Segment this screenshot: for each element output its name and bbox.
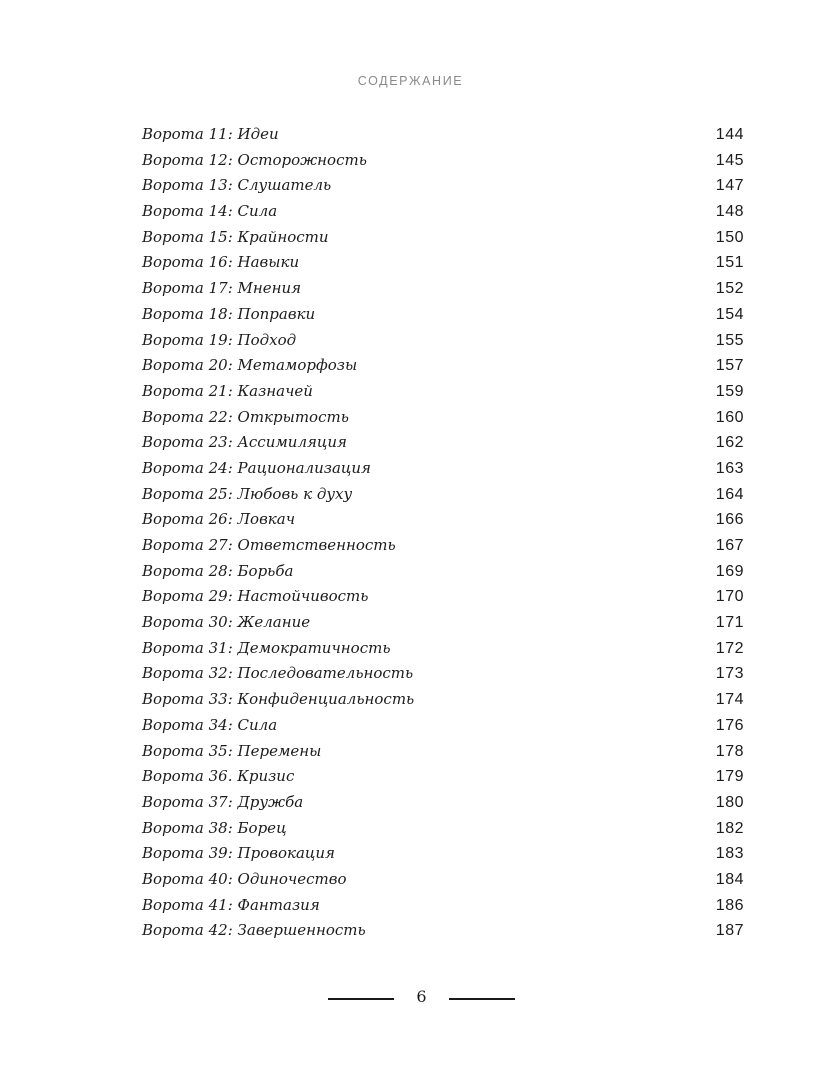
toc-entry bbox=[142, 148, 744, 174]
toc-entry bbox=[142, 199, 744, 225]
toc-entry bbox=[142, 122, 744, 148]
toc-entry-page-number: 169 bbox=[715, 562, 744, 580]
toc-entry-page-number: 172 bbox=[715, 639, 744, 657]
toc-entry-page-number: 167 bbox=[715, 537, 744, 554]
toc-entry-page-number: 178 bbox=[715, 742, 744, 760]
toc-entry-page-number: 144 bbox=[715, 126, 744, 143]
toc-entry-title: Ворота 22: Открытость bbox=[142, 407, 349, 426]
toc-entry bbox=[142, 276, 744, 302]
toc-entry-title: Ворота 26: Ловкач bbox=[142, 510, 296, 529]
toc-entry bbox=[142, 507, 744, 533]
toc-entry-page-number: 150 bbox=[715, 228, 744, 246]
toc-entry bbox=[142, 610, 744, 636]
toc-entry bbox=[142, 764, 744, 790]
toc-entry bbox=[142, 584, 744, 610]
toc-entry bbox=[142, 533, 744, 559]
toc-entry-page-number: 180 bbox=[715, 793, 744, 811]
toc-entry-title: Ворота 42: Завершенность bbox=[142, 921, 366, 940]
toc-entry-page-number: 187 bbox=[715, 922, 744, 940]
toc-entry-title: Ворота 41: Фантазия bbox=[142, 895, 320, 914]
toc-entry bbox=[142, 482, 744, 508]
footer-rule-left bbox=[328, 998, 394, 1000]
toc-entry-title: Ворота 39: Провокация bbox=[142, 844, 335, 863]
toc-entry bbox=[142, 918, 744, 944]
toc-entry-page-number: 166 bbox=[715, 511, 744, 529]
toc-entry-page-number: 186 bbox=[715, 896, 744, 914]
running-header-title: СОДЕРЖАНИЕ bbox=[357, 74, 464, 88]
toc-entry-title: Ворота 23: Ассимиляция bbox=[142, 433, 347, 452]
toc-entry-page-number: 179 bbox=[715, 768, 744, 786]
toc-entry bbox=[142, 353, 744, 379]
toc-entry bbox=[142, 456, 744, 482]
toc-entry-title: Ворота 38: Борец bbox=[142, 818, 287, 837]
toc-entry-title: Ворота 28: Борьба bbox=[142, 561, 294, 580]
toc-entry-page-number: 145 bbox=[715, 151, 744, 169]
toc-entry-page-number: 184 bbox=[715, 870, 744, 888]
footer-rule-right bbox=[449, 998, 515, 1000]
toc-entry bbox=[142, 739, 744, 765]
toc-entry bbox=[142, 636, 744, 662]
toc-entry bbox=[142, 173, 744, 199]
toc-entry-page-number: 182 bbox=[715, 819, 744, 837]
toc-entry bbox=[142, 661, 744, 687]
toc-entry-title: Ворота 37: Дружба bbox=[142, 792, 304, 811]
toc-entry-title: Ворота 14: Сила bbox=[142, 202, 278, 221]
toc-entry bbox=[142, 379, 744, 405]
toc-entry bbox=[142, 867, 744, 893]
toc-entry-page-number: 173 bbox=[715, 665, 744, 683]
table-of-contents bbox=[142, 122, 744, 944]
toc-entry-page-number: 151 bbox=[715, 254, 744, 272]
toc-entry-page-number: 170 bbox=[715, 588, 744, 606]
toc-entry-title: Ворота 21: Казначей bbox=[142, 381, 313, 400]
page-footer bbox=[0, 985, 821, 1015]
toc-entry-page-number: 162 bbox=[715, 434, 744, 452]
toc-entry-page-number: 183 bbox=[715, 845, 744, 863]
toc-entry bbox=[142, 816, 744, 842]
toc-entry bbox=[142, 559, 744, 585]
toc-entry-page-number: 157 bbox=[715, 357, 744, 375]
toc-entry-title: Ворота 33: Конфиденциальность bbox=[142, 690, 415, 709]
toc-entry-title: Ворота 27: Ответственность bbox=[142, 536, 396, 554]
toc-entry-page-number: 163 bbox=[715, 459, 744, 477]
toc-entry-title: Ворота 19: Подход bbox=[142, 330, 297, 349]
toc-entry-page-number: 148 bbox=[715, 203, 744, 221]
toc-entry-page-number: 147 bbox=[715, 177, 744, 195]
toc-entry-title: Ворота 20: Метаморфозы bbox=[142, 356, 358, 375]
toc-entry bbox=[142, 250, 744, 276]
toc-entry-title: Ворота 25: Любовь к духу bbox=[142, 484, 353, 503]
toc-entry bbox=[142, 893, 744, 919]
toc-entry bbox=[142, 302, 744, 328]
toc-entry-page-number: 152 bbox=[715, 280, 744, 298]
toc-entry bbox=[142, 430, 744, 456]
toc-entry bbox=[142, 687, 744, 713]
toc-entry-title: Ворота 40: Одиночество bbox=[142, 869, 347, 888]
toc-entry-title: Ворота 34: Сила bbox=[142, 715, 278, 734]
toc-entry-page-number: 176 bbox=[715, 716, 744, 734]
toc-entry-title: Ворота 36. Кризис bbox=[142, 767, 295, 786]
toc-entry-title: Ворота 35: Перемены bbox=[142, 741, 322, 760]
toc-entry bbox=[142, 713, 744, 739]
toc-entry bbox=[142, 328, 744, 354]
toc-entry-page-number: 164 bbox=[715, 485, 744, 503]
toc-entry-title: Ворота 17: Мнения bbox=[142, 279, 302, 298]
page-number: 6 bbox=[416, 987, 427, 1006]
toc-entry-title: Ворота 11: Идеи bbox=[142, 125, 279, 143]
toc-entry-title: Ворота 15: Крайности bbox=[142, 227, 329, 246]
toc-entry-title: Ворота 29: Настойчивость bbox=[142, 587, 369, 606]
toc-entry-page-number: 159 bbox=[715, 382, 744, 400]
toc-entry-title: Ворота 18: Поправки bbox=[142, 304, 316, 323]
toc-entry bbox=[142, 841, 744, 867]
toc-entry bbox=[142, 405, 744, 431]
toc-entry-page-number: 174 bbox=[715, 691, 744, 709]
toc-entry-page-number: 160 bbox=[715, 408, 744, 426]
toc-entry-page-number: 155 bbox=[715, 331, 744, 349]
toc-entry-title: Ворота 24: Рационализация bbox=[142, 458, 371, 477]
toc-entry-page-number: 154 bbox=[715, 305, 744, 323]
toc-entry bbox=[142, 225, 744, 251]
toc-entry bbox=[142, 790, 744, 816]
toc-entry-title: Ворота 31: Демократичность bbox=[142, 638, 391, 657]
toc-entry-title: Ворота 32: Последовательность bbox=[142, 664, 414, 683]
toc-entry-title: Ворота 12: Осторожность bbox=[142, 150, 367, 169]
toc-entry-title: Ворота 13: Слушатель bbox=[142, 176, 332, 195]
toc-entry-page-number: 171 bbox=[715, 614, 744, 632]
toc-entry-title: Ворота 16: Навыки bbox=[142, 253, 300, 272]
toc-entry-title: Ворота 30: Желание bbox=[142, 613, 311, 632]
